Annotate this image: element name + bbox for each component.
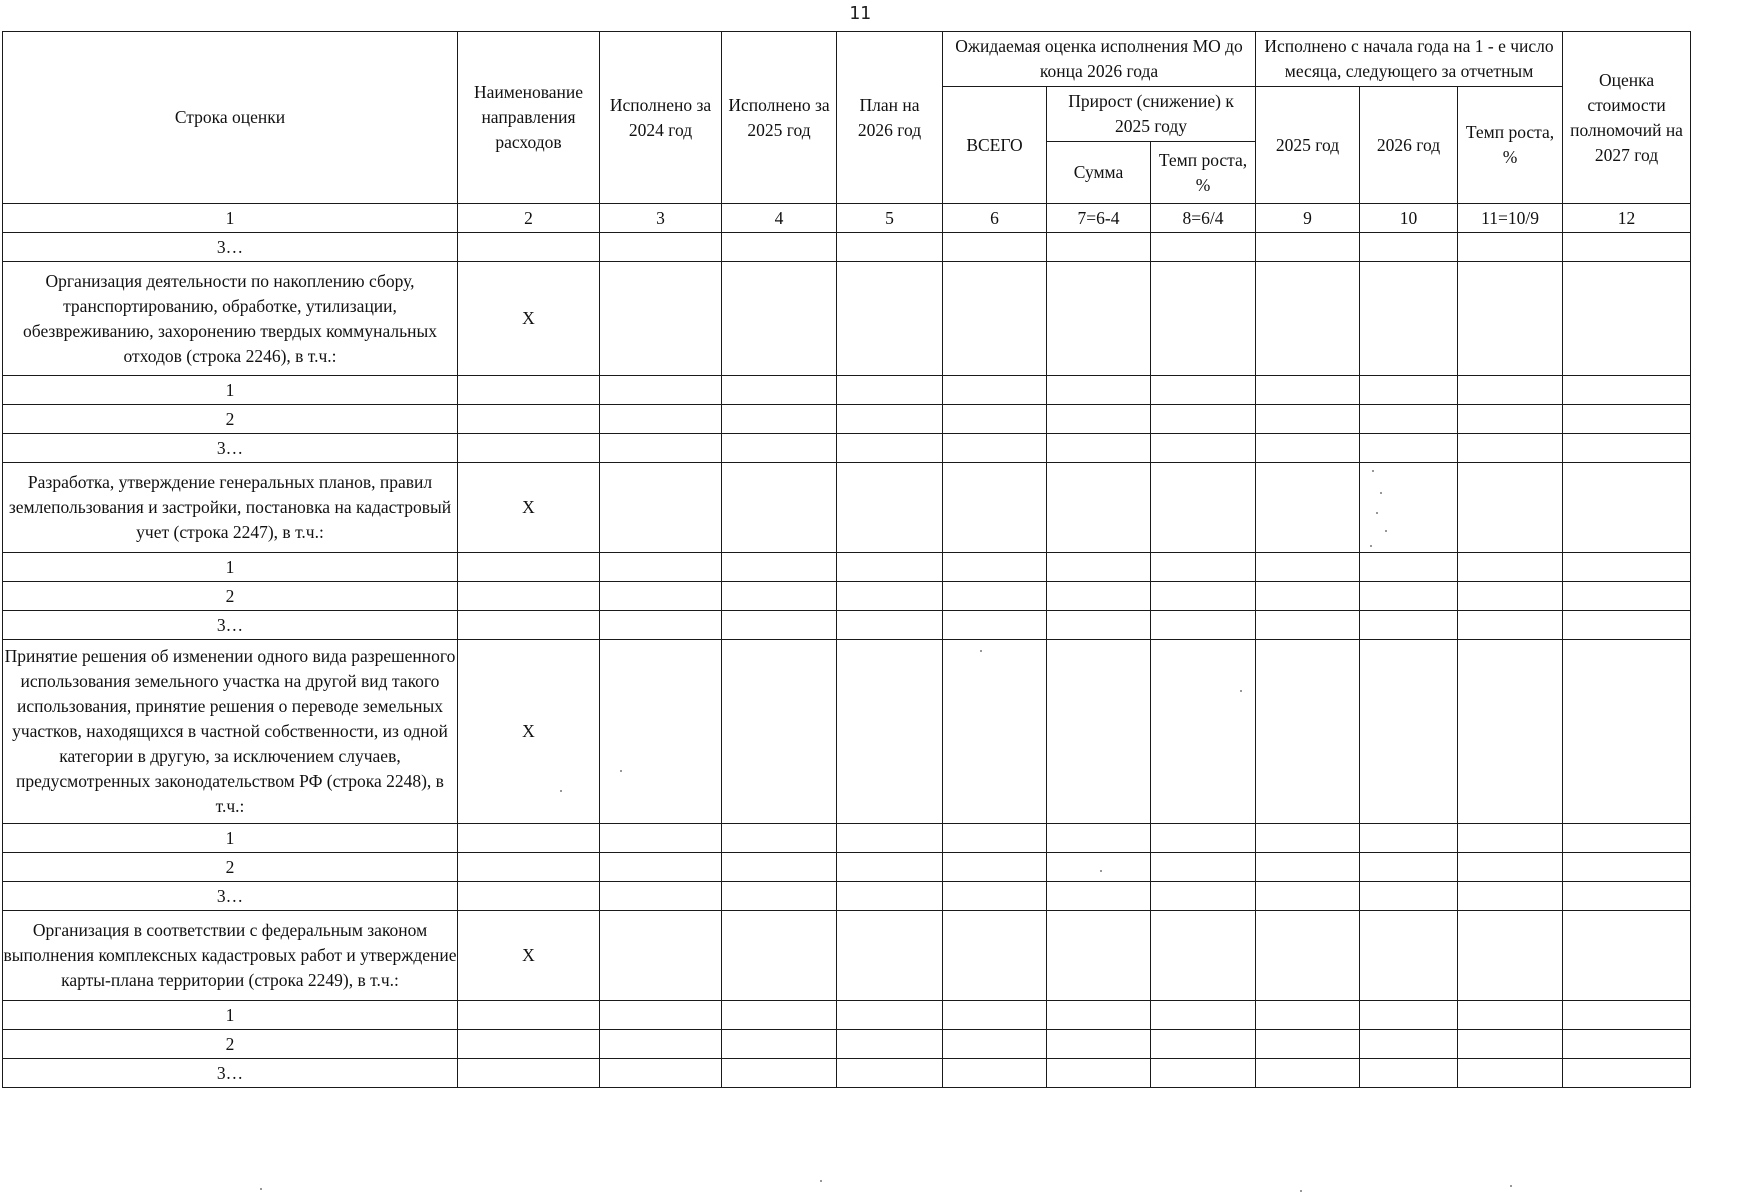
empty-cell — [1256, 463, 1360, 553]
empty-cell — [1360, 582, 1458, 611]
expense-item-row — [3, 463, 1691, 553]
not-applicable-mark: X — [458, 640, 600, 824]
empty-cell — [1256, 1001, 1360, 1030]
empty-cell — [600, 582, 722, 611]
empty-cell — [943, 233, 1047, 262]
empty-cell — [1151, 553, 1256, 582]
table-row — [3, 582, 1691, 611]
subrow-number: 3… — [3, 1059, 458, 1088]
empty-cell — [1151, 405, 1256, 434]
empty-cell — [458, 1001, 600, 1030]
scan-speck — [1510, 1185, 1512, 1187]
column-number: 2 — [458, 204, 600, 233]
empty-cell — [943, 1001, 1047, 1030]
empty-cell — [458, 611, 600, 640]
empty-cell — [600, 911, 722, 1001]
empty-cell — [600, 434, 722, 463]
empty-cell — [1047, 611, 1151, 640]
empty-cell — [1256, 582, 1360, 611]
expense-item-row — [3, 911, 1691, 1001]
empty-cell — [943, 582, 1047, 611]
header-year-2025: 2025 год — [1256, 87, 1360, 204]
subrow-number: 2 — [3, 1030, 458, 1059]
empty-cell — [943, 853, 1047, 882]
empty-cell — [1360, 640, 1458, 824]
column-number: 10 — [1360, 204, 1458, 233]
empty-cell — [1256, 1030, 1360, 1059]
column-number: 7=6-4 — [1047, 204, 1151, 233]
empty-cell — [1256, 262, 1360, 376]
expense-item-row — [3, 640, 1691, 824]
empty-cell — [722, 1059, 837, 1088]
empty-cell — [1458, 1059, 1563, 1088]
empty-cell — [1151, 1030, 1256, 1059]
empty-cell — [1256, 611, 1360, 640]
empty-cell — [1360, 824, 1458, 853]
scan-speck — [1100, 870, 1102, 872]
empty-cell — [1360, 853, 1458, 882]
empty-cell — [1458, 853, 1563, 882]
scan-speck — [1380, 492, 1382, 494]
empty-cell — [1458, 553, 1563, 582]
empty-cell — [1047, 882, 1151, 911]
empty-cell — [1151, 233, 1256, 262]
empty-cell — [837, 1001, 943, 1030]
empty-cell — [722, 582, 837, 611]
expense-item-label: Организация в соответствии с федеральным законом выполнения комплексных кадастровых работ и утверждение карты-плана территории (строка 2249), в т.ч.: — [3, 911, 458, 1001]
empty-cell — [943, 824, 1047, 853]
empty-cell — [1563, 824, 1691, 853]
empty-cell — [458, 553, 600, 582]
empty-cell — [600, 882, 722, 911]
empty-cell — [1151, 463, 1256, 553]
table-row — [3, 405, 1691, 434]
empty-cell — [1360, 911, 1458, 1001]
empty-cell — [1563, 582, 1691, 611]
empty-cell — [1256, 911, 1360, 1001]
empty-cell — [1256, 1059, 1360, 1088]
empty-cell — [1563, 405, 1691, 434]
not-applicable-mark: X — [458, 262, 600, 376]
empty-cell — [1563, 611, 1691, 640]
empty-cell — [1151, 582, 1256, 611]
empty-cell — [600, 1001, 722, 1030]
empty-cell — [1360, 1030, 1458, 1059]
empty-cell — [600, 233, 722, 262]
empty-cell — [837, 233, 943, 262]
empty-cell — [1151, 853, 1256, 882]
subrow-number: 1 — [3, 1001, 458, 1030]
table-row — [3, 434, 1691, 463]
empty-cell — [1360, 434, 1458, 463]
empty-cell — [1563, 233, 1691, 262]
empty-cell — [1256, 640, 1360, 824]
subrow-number: 2 — [3, 853, 458, 882]
empty-cell — [458, 434, 600, 463]
empty-cell — [1563, 434, 1691, 463]
empty-cell — [1256, 553, 1360, 582]
empty-cell — [1047, 262, 1151, 376]
empty-cell — [1458, 911, 1563, 1001]
budget-assessment-table — [2, 31, 1690, 1088]
empty-cell — [722, 376, 837, 405]
empty-cell — [458, 376, 600, 405]
subrow-number: 2 — [3, 405, 458, 434]
empty-cell — [722, 882, 837, 911]
column-number: 6 — [943, 204, 1047, 233]
empty-cell — [1151, 376, 1256, 405]
empty-cell — [837, 853, 943, 882]
empty-cell — [1256, 376, 1360, 405]
empty-cell — [722, 233, 837, 262]
empty-cell — [1047, 824, 1151, 853]
empty-cell — [458, 882, 600, 911]
empty-cell — [1047, 553, 1151, 582]
empty-cell — [1047, 640, 1151, 824]
empty-cell — [837, 640, 943, 824]
empty-cell — [1256, 233, 1360, 262]
subrow-number: 1 — [3, 553, 458, 582]
empty-cell — [1151, 824, 1256, 853]
empty-cell — [1256, 853, 1360, 882]
empty-cell — [1458, 233, 1563, 262]
empty-cell — [943, 553, 1047, 582]
empty-cell — [458, 1030, 600, 1059]
column-number: 9 — [1256, 204, 1360, 233]
table-row — [3, 233, 1691, 262]
header-year-2026: 2026 год — [1360, 87, 1458, 204]
empty-cell — [1458, 611, 1563, 640]
subrow-number: 2 — [3, 582, 458, 611]
empty-cell — [1563, 1030, 1691, 1059]
subrow-number: 3… — [3, 611, 458, 640]
column-number: 4 — [722, 204, 837, 233]
column-number: 8=6/4 — [1151, 204, 1256, 233]
empty-cell — [1256, 405, 1360, 434]
expense-item-label: Разработка, утверждение генеральных планов, правил землепользования и застройки, постановка на кадастровый учет (строка 2247), в т.ч.: — [3, 463, 458, 553]
header-total: ВСЕГО — [943, 87, 1047, 204]
subrow-number: 3… — [3, 882, 458, 911]
subrow-number: 3… — [3, 233, 458, 262]
table-row — [3, 853, 1691, 882]
empty-cell — [1563, 463, 1691, 553]
subrow-number: 1 — [3, 824, 458, 853]
empty-cell — [1047, 376, 1151, 405]
empty-cell — [1256, 882, 1360, 911]
empty-cell — [722, 553, 837, 582]
empty-cell — [722, 1001, 837, 1030]
column-number-row — [3, 204, 1691, 233]
empty-cell — [1360, 262, 1458, 376]
empty-cell — [1458, 376, 1563, 405]
empty-cell — [1458, 582, 1563, 611]
empty-cell — [837, 463, 943, 553]
empty-cell — [1458, 463, 1563, 553]
empty-cell — [837, 911, 943, 1001]
header-expected-estimate: Ожидаемая оценка исполнения МО до конца 2026 года — [943, 32, 1256, 87]
header-expense-direction: Наименование направления расходов — [458, 32, 600, 204]
empty-cell — [722, 824, 837, 853]
empty-cell — [600, 611, 722, 640]
empty-cell — [1047, 1059, 1151, 1088]
empty-cell — [458, 405, 600, 434]
empty-cell — [1047, 911, 1151, 1001]
scan-speck — [980, 650, 982, 652]
empty-cell — [943, 405, 1047, 434]
table-row — [3, 1001, 1691, 1030]
empty-cell — [1047, 434, 1151, 463]
empty-cell — [1458, 262, 1563, 376]
empty-cell — [837, 1030, 943, 1059]
empty-cell — [722, 640, 837, 824]
empty-cell — [1047, 582, 1151, 611]
scan-speck — [560, 790, 562, 792]
scan-speck — [620, 770, 622, 772]
not-applicable-mark: X — [458, 911, 600, 1001]
empty-cell — [600, 376, 722, 405]
empty-cell — [1151, 611, 1256, 640]
empty-cell — [943, 882, 1047, 911]
empty-cell — [1458, 405, 1563, 434]
empty-cell — [1458, 824, 1563, 853]
empty-cell — [722, 853, 837, 882]
empty-cell — [1047, 853, 1151, 882]
empty-cell — [1458, 1001, 1563, 1030]
header-executed-2024: Исполнено за 2024 год — [600, 32, 722, 204]
empty-cell — [1458, 640, 1563, 824]
empty-cell — [1458, 882, 1563, 911]
header-rate-executed: Темп роста, % — [1458, 87, 1563, 204]
empty-cell — [837, 1059, 943, 1088]
table-row — [3, 611, 1691, 640]
column-number: 12 — [1563, 204, 1691, 233]
empty-cell — [1360, 1001, 1458, 1030]
empty-cell — [1151, 434, 1256, 463]
empty-cell — [722, 911, 837, 1001]
empty-cell — [1360, 463, 1458, 553]
header-cost-estimate-2027: Оценка стоимости полномочий на 2027 год — [1563, 32, 1691, 204]
column-number: 5 — [837, 204, 943, 233]
empty-cell — [943, 1030, 1047, 1059]
scan-speck — [1372, 470, 1374, 472]
scan-speck — [1240, 690, 1242, 692]
empty-cell — [722, 1030, 837, 1059]
empty-cell — [1563, 853, 1691, 882]
column-number: 1 — [3, 204, 458, 233]
empty-cell — [837, 434, 943, 463]
empty-cell — [600, 405, 722, 434]
empty-cell — [1047, 1001, 1151, 1030]
header-executed-2025: Исполнено за 2025 год — [722, 32, 837, 204]
empty-cell — [600, 262, 722, 376]
empty-cell — [600, 553, 722, 582]
table-row — [3, 376, 1691, 405]
subrow-number: 1 — [3, 376, 458, 405]
column-number: 11=10/9 — [1458, 204, 1563, 233]
header-growth-group: Прирост (снижение) к 2025 году — [1047, 87, 1256, 142]
empty-cell — [600, 1059, 722, 1088]
empty-cell — [1256, 824, 1360, 853]
empty-cell — [722, 434, 837, 463]
empty-cell — [722, 463, 837, 553]
empty-cell — [722, 262, 837, 376]
empty-cell — [1047, 233, 1151, 262]
empty-cell — [1151, 911, 1256, 1001]
empty-cell — [1563, 1001, 1691, 1030]
table-row — [3, 882, 1691, 911]
empty-cell — [943, 611, 1047, 640]
empty-cell — [1563, 376, 1691, 405]
scan-speck — [1385, 530, 1387, 532]
subrow-number: 3… — [3, 434, 458, 463]
empty-cell — [600, 853, 722, 882]
empty-cell — [837, 553, 943, 582]
empty-cell — [1563, 911, 1691, 1001]
empty-cell — [943, 463, 1047, 553]
empty-cell — [722, 405, 837, 434]
scan-speck — [1370, 545, 1372, 547]
empty-cell — [1563, 640, 1691, 824]
empty-cell — [1047, 463, 1151, 553]
empty-cell — [837, 262, 943, 376]
empty-cell — [1563, 1059, 1691, 1088]
empty-cell — [1360, 553, 1458, 582]
empty-cell — [1360, 882, 1458, 911]
empty-cell — [1458, 1030, 1563, 1059]
header-rate-expected: Темп роста, % — [1151, 142, 1256, 204]
empty-cell — [837, 611, 943, 640]
page-number: 11 — [849, 3, 871, 24]
empty-cell — [1563, 262, 1691, 376]
empty-cell — [1047, 405, 1151, 434]
empty-cell — [600, 824, 722, 853]
empty-cell — [943, 640, 1047, 824]
header-row-label: Строка оценки — [3, 32, 458, 204]
empty-cell — [837, 882, 943, 911]
empty-cell — [943, 911, 1047, 1001]
empty-cell — [600, 640, 722, 824]
scan-speck — [1376, 512, 1378, 514]
empty-cell — [1151, 262, 1256, 376]
empty-cell — [600, 1030, 722, 1059]
column-number: 3 — [600, 204, 722, 233]
not-applicable-mark: X — [458, 463, 600, 553]
header-plan-2026: План на 2026 год — [837, 32, 943, 204]
empty-cell — [1151, 1001, 1256, 1030]
expense-item-label: Принятие решения об изменении одного вида разрешенного использования земельного участка на другой вид такого использования, принятие решения о переводе земельных участков, находящихся в частной собственности, из одной категории в другую, за исключением случаев, предусмотренных законодательством РФ (строка 2248), в т.ч.: — [3, 640, 458, 824]
expense-item-row — [3, 262, 1691, 376]
empty-cell — [1047, 1030, 1151, 1059]
scan-speck — [260, 1188, 262, 1190]
table-row — [3, 553, 1691, 582]
empty-cell — [1458, 434, 1563, 463]
empty-cell — [1151, 882, 1256, 911]
empty-cell — [943, 1059, 1047, 1088]
empty-cell — [1360, 611, 1458, 640]
table-row — [3, 1059, 1691, 1088]
table-row — [3, 1030, 1691, 1059]
scan-speck — [820, 1180, 822, 1182]
empty-cell — [837, 376, 943, 405]
empty-cell — [1256, 434, 1360, 463]
empty-cell — [1563, 882, 1691, 911]
empty-cell — [1360, 1059, 1458, 1088]
empty-cell — [1563, 553, 1691, 582]
empty-cell — [1360, 376, 1458, 405]
expense-item-label: Организация деятельности по накоплению сбору, транспортированию, обработке, утилизации, обезвреживанию, захоронению твердых коммунальных отходов (строка 2246), в т.ч.: — [3, 262, 458, 376]
empty-cell — [600, 463, 722, 553]
table-row — [3, 824, 1691, 853]
empty-cell — [837, 824, 943, 853]
empty-cell — [458, 1059, 600, 1088]
header-executed-since-year-start: Исполнено с начала года на 1 - е число месяца, следующего за отчетным — [1256, 32, 1563, 87]
empty-cell — [458, 233, 600, 262]
empty-cell — [458, 582, 600, 611]
scan-speck — [1300, 1190, 1302, 1192]
empty-cell — [722, 611, 837, 640]
empty-cell — [943, 434, 1047, 463]
empty-cell — [1360, 233, 1458, 262]
empty-cell — [943, 376, 1047, 405]
empty-cell — [1151, 640, 1256, 824]
empty-cell — [837, 582, 943, 611]
empty-cell — [458, 824, 600, 853]
empty-cell — [1360, 405, 1458, 434]
empty-cell — [943, 262, 1047, 376]
empty-cell — [837, 405, 943, 434]
header-sum: Сумма — [1047, 142, 1151, 204]
empty-cell — [458, 853, 600, 882]
empty-cell — [1151, 1059, 1256, 1088]
